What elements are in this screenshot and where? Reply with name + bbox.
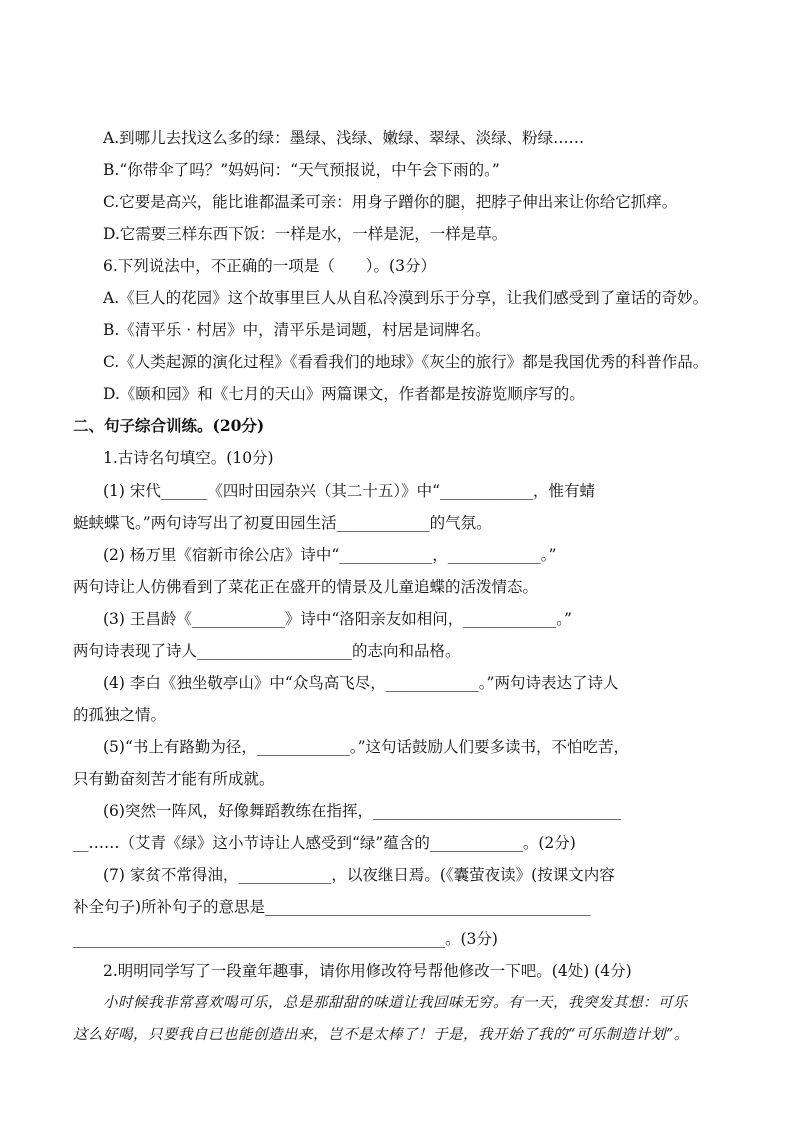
poem-item-2-line-2: 两句诗让人仿佛看到了菜花正在盛开的情景及儿童追蝶的活泼情态。	[73, 578, 539, 596]
poem-item-7-line-1: (7) 家贫不常得油，____________，以夜继日焉。(《囊萤夜读》(按课文内容	[103, 866, 615, 884]
question-1-title: 1.古诗名句填空。(10分)	[103, 449, 274, 467]
q6-option-b: B.《清平乐 · 村居》中，清平乐是词题，村居是词牌名。	[103, 321, 491, 339]
option-a-line: A.到哪儿去找这么多的绿：墨绿、浅绿、嫩绿、翠绿、淡绿、粉绿……	[103, 129, 585, 147]
poem-item-2-line-1: (2) 杨万里《宿新市徐公店》诗中“____________，____________。”	[103, 546, 557, 564]
story-line-2: 这么好喝，只要我自已也能创造出来，岂不是太棒了！于是，我开始了我的“可乐制造计划”。	[73, 1027, 689, 1043]
poem-item-4-line-1: (4) 李白《独坐敬亭山》中“众鸟高飞尽，____________。”两句诗表达了诗人	[103, 674, 619, 692]
poem-item-3-line-1: (3) 王昌龄《____________》诗中“洛阳亲友如相问，____________。”	[103, 610, 572, 628]
poem-item-5-line-2: 只有勤奋刻苦才能有所成就。	[73, 770, 275, 788]
story-line-1: 小时候我非常喜欢喝可乐，总是那甜甜的味道让我回味无穷。有一天，我突发其想：可乐	[103, 995, 688, 1011]
poem-item-7-line-2: 补全句子)所补句子的意思是__________________________________________	[73, 898, 591, 916]
poem-item-4-line-2: 的孤独之情。	[73, 706, 167, 724]
question-6: 6.下列说法中，不正确的一项是（ ）。(3分）	[103, 257, 436, 275]
poem-item-6-line-2: __……（艾青《绿》这小节诗让人感受到“绿”蕴含的____________。(2分)	[73, 834, 576, 852]
poem-item-1-line-1: (1) 宋代______《四时田园杂兴（其二十五）》中“____________，惟有蜻	[103, 482, 596, 500]
poem-item-1-line-2: 蜓蛱蝶飞。”两句诗写出了初夏田园生活____________的气氛。	[73, 514, 492, 532]
option-c-line: C.它要是高兴，能比谁都温柔可亲：用身子蹭你的腿，把脖子伸出来让你给它抓痒。	[103, 193, 678, 211]
poem-item-3-line-2: 两句诗表现了诗人____________________的志向和品格。	[73, 642, 461, 660]
question-2-title: 2.明明同学写了一段童年趣事，请你用修改符号帮他修改一下吧。(4处) (4分)	[103, 962, 632, 980]
q6-option-a: A.《巨人的花园》这个故事里巨人从自私冷漠到乐于分享，让我们感受到了童话的奇妙。	[103, 289, 709, 307]
poem-item-5-line-1: (5)“书上有路勤为径，____________。”这句话鼓励人们要多读书，不怕吃苦，	[103, 738, 630, 756]
option-d-line: D.它需要三样东西下饭：一样是水，一样是泥，一样是草。	[103, 225, 508, 243]
q6-option-d: D.《颐和园》和《七月的天山》两篇课文，作者都是按游览顺序写的。	[103, 385, 585, 403]
poem-item-6-line-1: (6)突然一阵风，好像舞蹈教练在指挥，________________________________	[103, 802, 621, 820]
section-2-heading: 二、句子综合训练。(20分)	[73, 416, 265, 435]
q6-option-c: C.《人类起源的演化过程》《看看我们的地球》《灰尘的旅行》都是我国优秀的科普作品。	[103, 353, 709, 371]
poem-item-7-line-3: ________________________________________________。(3分)	[73, 930, 498, 948]
option-b-line: B.“你带伞了吗？”妈妈问：“天气预报说，中午会下雨的。”	[103, 161, 500, 179]
